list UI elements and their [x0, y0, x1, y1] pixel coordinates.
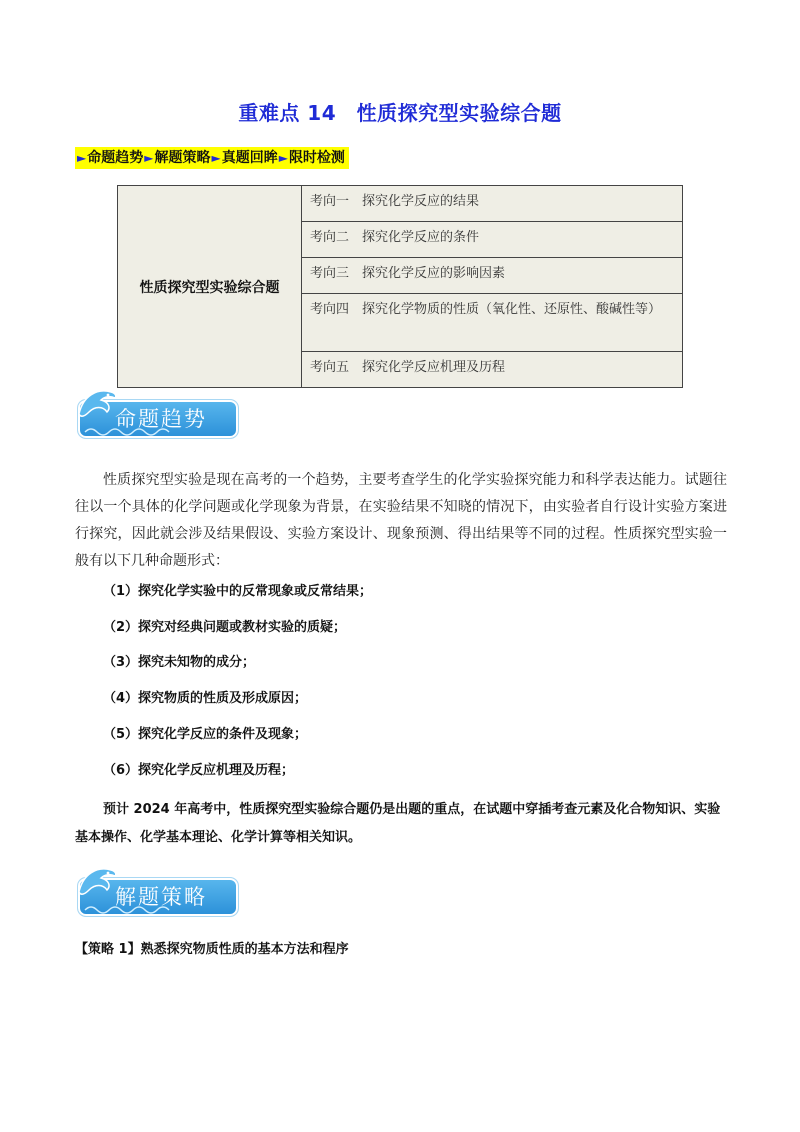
prediction-paragraph: 预计 2024 年高考中，性质探究型实验综合题仍是出题的重点，在试题中穿插考查元素及化合物知识、实验基本操作、化学基本理论、化学计算等相关知识。	[75, 802, 721, 845]
overview-item: 考向四 探究化学物质的性质（氧化性、还原性、酸碱性等）	[302, 294, 683, 352]
arrow-icon: ►	[77, 151, 87, 165]
page-title: 重难点 14 性质探究型实验综合题	[238, 101, 562, 125]
overview-table	[117, 185, 683, 388]
nav-item-test[interactable]: 限时检测	[288, 150, 345, 166]
overview-item: 考向二 探究化学反应的条件	[302, 222, 683, 258]
section-nav	[75, 147, 349, 169]
list-item: （5）探究化学反应的条件及现象；	[103, 727, 308, 742]
nav-item-strategy[interactable]: 解题策略	[154, 150, 211, 166]
nav-item-review[interactable]: 真题回眸	[221, 150, 278, 166]
badge-label: 解题策略	[115, 885, 207, 909]
section-badge-strategy	[75, 868, 240, 916]
badge-label: 命题趋势	[115, 407, 207, 431]
list-item: （1）探究化学实验中的反常现象或反常结果；	[103, 584, 373, 599]
dolphin-icon	[75, 862, 119, 902]
list-item: （4）探究物质的性质及形成原因；	[103, 691, 308, 706]
intro-paragraph: 性质探究型实验是现在高考的一个趋势，主要考查学生的化学实验探究能力和科学表达能力。试题往往以一个具体的化学问题或化学现象为背景，在实验结果不知晓的情况下，由实验者自行设计实验方案进行探究，因此就会涉及结果假设、实验方案设计、现象预测、得出结果等不同的过程。性质探究型实验一般有以下几种命题形式：	[75, 472, 727, 569]
overview-topic: 性质探究型实验综合题	[118, 186, 302, 388]
arrow-icon: ►	[278, 151, 288, 165]
dolphin-icon	[75, 384, 119, 424]
list-item: （2）探究对经典问题或教材实验的质疑；	[103, 620, 347, 635]
overview-item: 考向三 探究化学反应的影响因素	[302, 258, 683, 294]
strategy-heading: 【策略 1】熟悉探究物质性质的基本方法和程序	[75, 942, 349, 957]
overview-item: 考向五 探究化学反应机理及历程	[302, 352, 683, 388]
arrow-icon: ►	[211, 151, 221, 165]
nav-item-trend[interactable]: 命题趋势	[87, 150, 144, 166]
section-badge-trend	[75, 390, 240, 438]
list-item: （3）探究未知物的成分；	[103, 655, 256, 670]
overview-item: 考向一 探究化学反应的结果	[302, 186, 683, 222]
arrow-icon: ►	[144, 151, 154, 165]
list-item: （6）探究化学反应机理及历程；	[103, 763, 295, 778]
